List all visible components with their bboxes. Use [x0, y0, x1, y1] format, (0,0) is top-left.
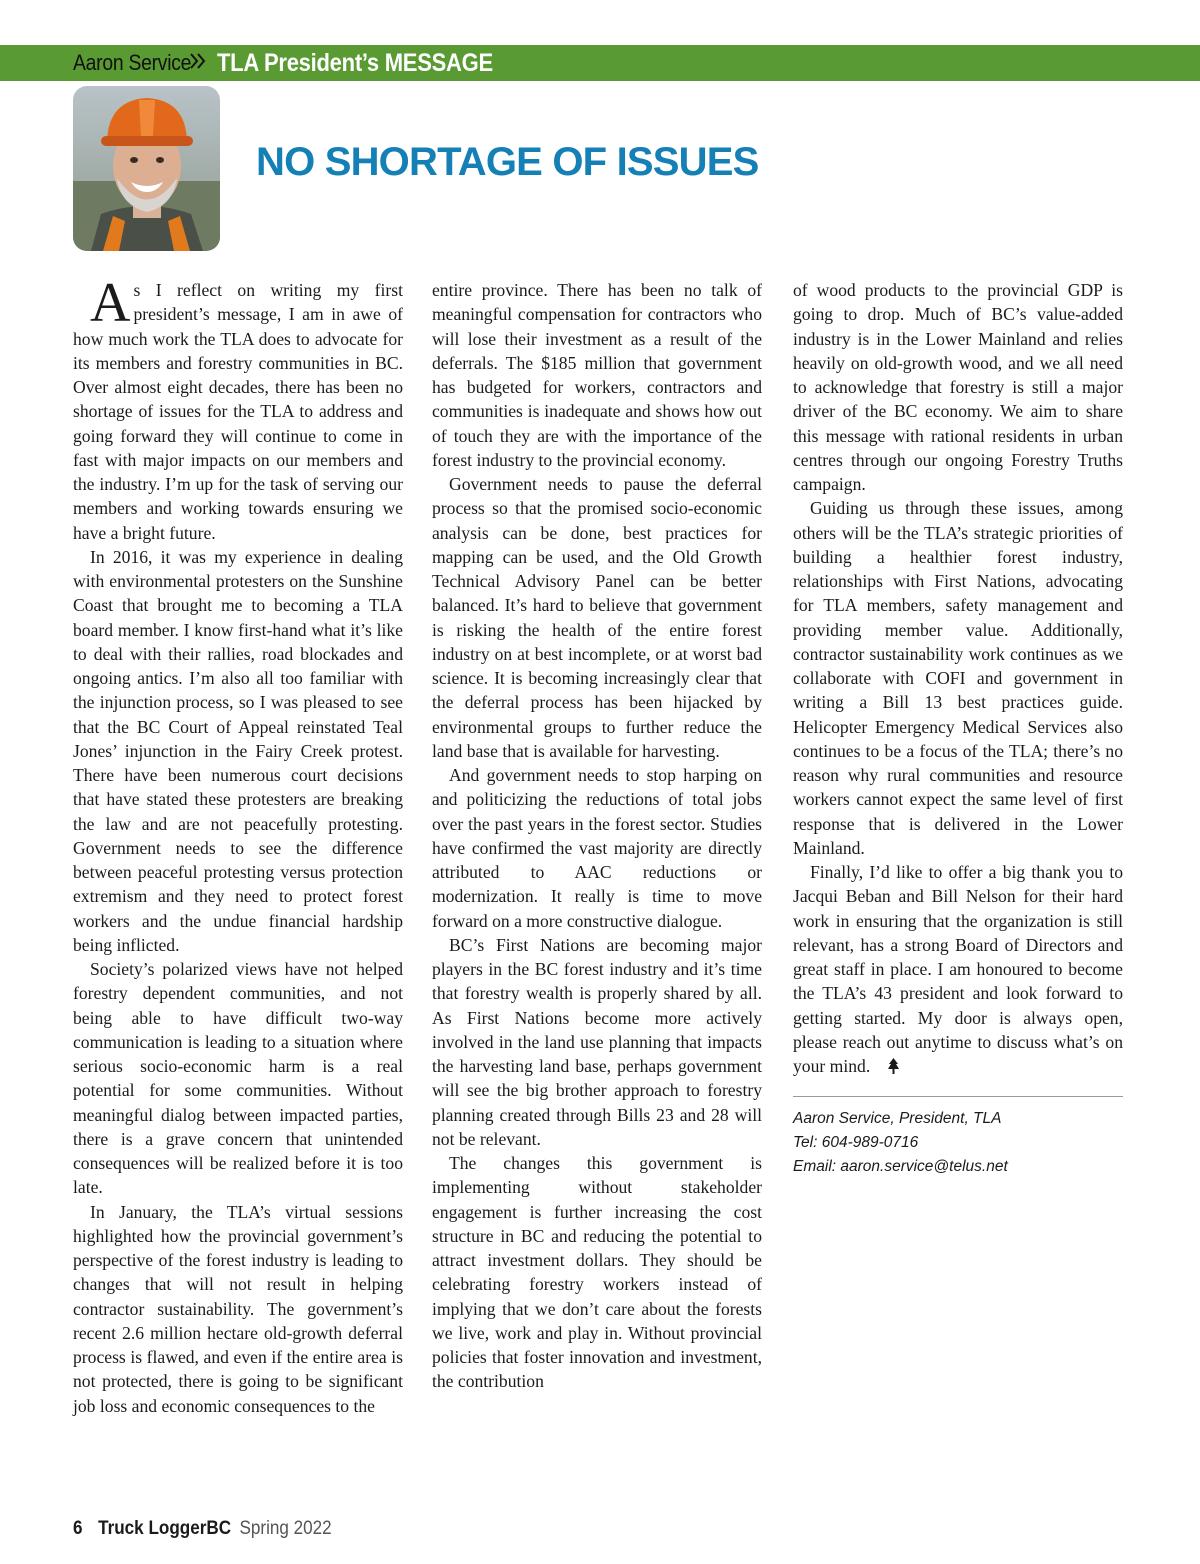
paragraph: Finally, I’d like to offer a big thank you to Jacqui Beban and Bill Nelson for their hard work in ensuring that the organization is still relevant, has a strong Board of Directors and great staff in place. I am honoured to become the TLA’s 43 president and look forward to getting started. My door is always open, please reach out anytime to discuss what’s on your mind. [793, 860, 1123, 1080]
drop-cap: A [90, 272, 131, 334]
author-portrait [73, 86, 220, 251]
double-chevron-icon [189, 52, 207, 75]
signature-email: Email: aaron.service@telus.net [793, 1158, 1008, 1176]
header-section-strong: MESSAGE [384, 48, 493, 77]
issue-date: Spring 2022 [239, 1518, 332, 1539]
paragraph: entire province. There has been no talk of meaningful compensation for contractors who will lose their investment as a result of the deferrals. The $185 million that government has budgeted for workers, contractors and communities is inadequate and shows how out of touch they are with the importance of the forest industry to the provincial economy. [432, 280, 762, 470]
signature-tel: Tel: 604-989-0716 [793, 1134, 919, 1152]
paragraph: As I reflect on writing my first president’s message, I am in awe of how much work the TLA does to advocate for its members and forestry communities in BC. Over almost eight decades, there has been no shortage of issues for the TLA to address and going forward they will continue to come in fast with major impacts on our members and the industry. I’m up for the task of serving our members and working towards ensuring we have a bright future. [73, 272, 403, 543]
page-footer [73, 1518, 332, 1540]
header-section-title [217, 49, 493, 78]
signature-block [793, 1107, 1123, 1179]
headline: NO SHORTAGE OF ISSUES [256, 140, 759, 184]
paragraph: And government needs to stop harping on and politicizing the reductions of total jobs over the past years in the forest sector. Studies have confirmed the vast majority are directly attributed to AAC reductions or modernization. It really is time to move forward on a more constructive dialogue. [432, 765, 762, 931]
paragraph: The changes this government is implementing without stakeholder engagement is further increasing the cost structure in BC and reducing the potential to attract investment dollars. They should be celebrating forestry workers instead of implying that we don’t care about the forests we live, work and play in. Without provincial policies that foster innovation and investment, the contribution [432, 1153, 762, 1392]
header-author: Aaron Service [73, 50, 192, 75]
paragraph: Society’s polarized views have not helped forestry dependent communities, and not being able to have difficult two-way communication is leading to a situation where serious socio-economic harm is a real potential for some communities. Without meaningful dialog between impacted parties, there is a grave concern that unintended consequences will be realized before it is too late. [73, 959, 403, 1198]
tree-end-mark-icon [871, 1056, 899, 1080]
article-column-1 [73, 272, 403, 1418]
paragraph: BC’s First Nations are becoming major players in the BC forest industry and it’s time that forestry wealth is properly shared by all. As First Nations become more actively involved in the land use planning that impacts the harvesting land base, perhaps government will see the big brother approach to forestry planning created through Bills 23 and 28 will not be relevant. [432, 934, 762, 1149]
paragraph: In 2016, it was my experience in dealing with environmental protesters on the Sunshine Coast that brought me to becoming a TLA board member. I know first-hand what it’s like to deal with their rallies, road blockades and ongoing antics. I’m also all too familiar with the injunction process, so I was pleased to see that the BC Court of Appeal reinstated Teal Jones’ injunction in the Fairy Creek protest. There have been numerous court decisions that have stated these protesters are breaking the law and are not peacefully protesting. Government needs to see the difference between peaceful protesting versus protection extremism and they need to protect forest workers and the undue financial hardship being inflicted. [73, 546, 403, 955]
page-number: 6 [73, 1518, 83, 1539]
section-header [73, 45, 531, 81]
paragraph: of wood products to the provincial GDP is going to drop. Much of BC’s value-added industry is in the Lower Mainland and relies heavily on old-growth wood, and we all need to acknowledge that forestry is still a major driver of the BC economy. We aim to share this message with rational residents in urban centres through our ongoing Forestry Truths campaign. [793, 280, 1123, 494]
paragraph: Government needs to pause the deferral process so that the promised socio-economic analysis can be done, best practices for mapping can be used, and the Old Growth Technical Advisory Panel can be better balanced. It’s hard to believe that government is risking the health of the entire forest industry on at best incomplete, or at worst bad science. It is becoming increasingly clear that the deferral process has been hijacked by environmental groups to further reduce the land base that is available for harvesting. [432, 474, 762, 761]
article-column-2 [432, 278, 762, 1394]
signature-name: Aaron Service, President, TLA [793, 1110, 1002, 1128]
header-section-prefix: TLA President’s [217, 48, 379, 77]
paragraph: Guiding us through these issues, among others will be the TLA’s strategic priorities of building a healthier forest industry, relationships with First Nations, advocating for TLA members, safety management and providing member value. Additionally, contractor sustainability work continues as we collaborate with COFI and government in writing a Bill 13 best practices guide. Helicopter Emergency Medical Services also continues to be a focus of the TLA; there’s no reason why rural communities and resource workers cannot expect the same level of first response that is delivered in the Lower Mainland. [793, 498, 1123, 858]
magazine-name: Truck LoggerBC [98, 1518, 232, 1539]
signature-divider [793, 1096, 1123, 1097]
article-column-3 [793, 278, 1123, 1179]
paragraph: In January, the TLA’s virtual sessions highlighted how the provincial government’s perspective of the forest industry is leading to changes that will not result in helping contractor sustainability. The government’s recent 2.6 million hectare old-growth deferral process is flawed, and even if the entire area is not protected, there is going to be significant job loss and economic consequences to the [73, 1201, 403, 1416]
